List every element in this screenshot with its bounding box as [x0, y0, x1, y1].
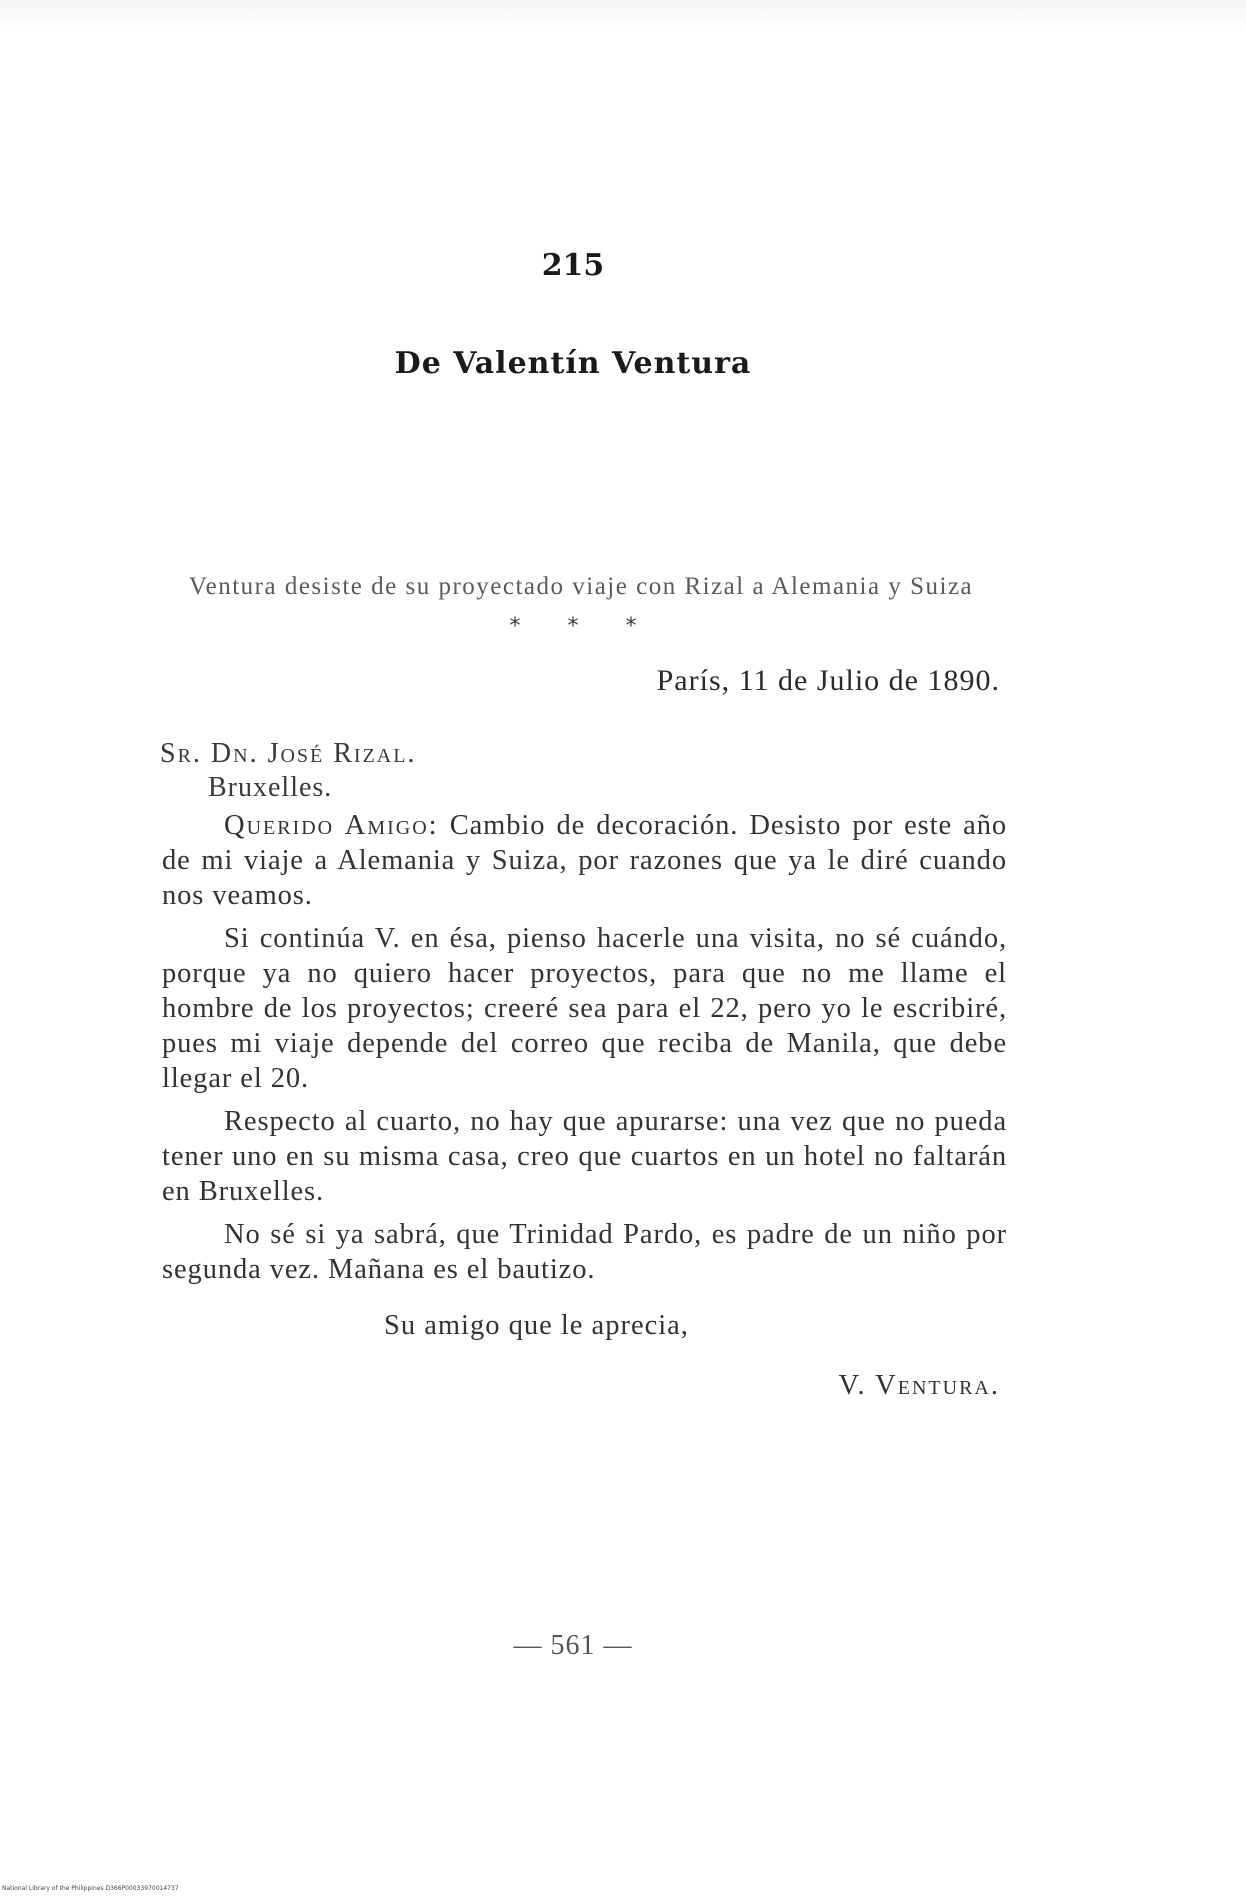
salutation: Querido Amigo: [224, 810, 439, 841]
paragraph-text: Cambio de decoración. Desisto por este año de mi viaje a Alemania y Suiza, por razones que ya le diré cuando nos veamos. [162, 810, 1007, 911]
addressee: Sr. Dn. José Rizal. [160, 738, 417, 769]
closing: Su amigo que le aprecia, [384, 1310, 689, 1341]
letter-body [162, 808, 1007, 1295]
letter-title: De Valentín Ventura [394, 346, 752, 381]
signature: V. Ventura. [838, 1370, 1000, 1401]
paragraph-3: Respecto al cuarto, no hay que apurarse: una vez que no pueda tener uno en su misma casa, creo que cuartos en un hotel no faltarán en Bruxelles. [162, 1106, 1007, 1207]
page-number: — 561 — [513, 1630, 633, 1661]
scan-footer: National Library of the Philippines D366P00033970014737 [2, 1885, 179, 1892]
paragraph-1 [162, 808, 1007, 913]
letter-number: 215 [541, 248, 605, 283]
addressee-city: Bruxelles. [208, 772, 333, 803]
dateline: París, 11 de Julio de 1890. [656, 664, 1000, 697]
paragraph-4: No sé si ya sabrá, que Trinidad Pardo, es padre de un niño por segunda vez. Mañana es el bautizo. [162, 1219, 1007, 1285]
paragraph-2: Si continúa V. en ésa, pienso hacerle una visita, no sé cuándo, porque ya no quiero hacer proyectos, para que no me llame el hombre de los proyectos; creeré sea para el 22, pero yo le escribiré, pues mi viaje depende del correo que reciba de Manila, que debe llegar el 20. [162, 923, 1007, 1094]
separator-asterisks: * * * [509, 614, 637, 639]
letter-summary: Ventura desiste de su proyectado viaje con Rizal a Alemania y Suiza [188, 573, 974, 600]
